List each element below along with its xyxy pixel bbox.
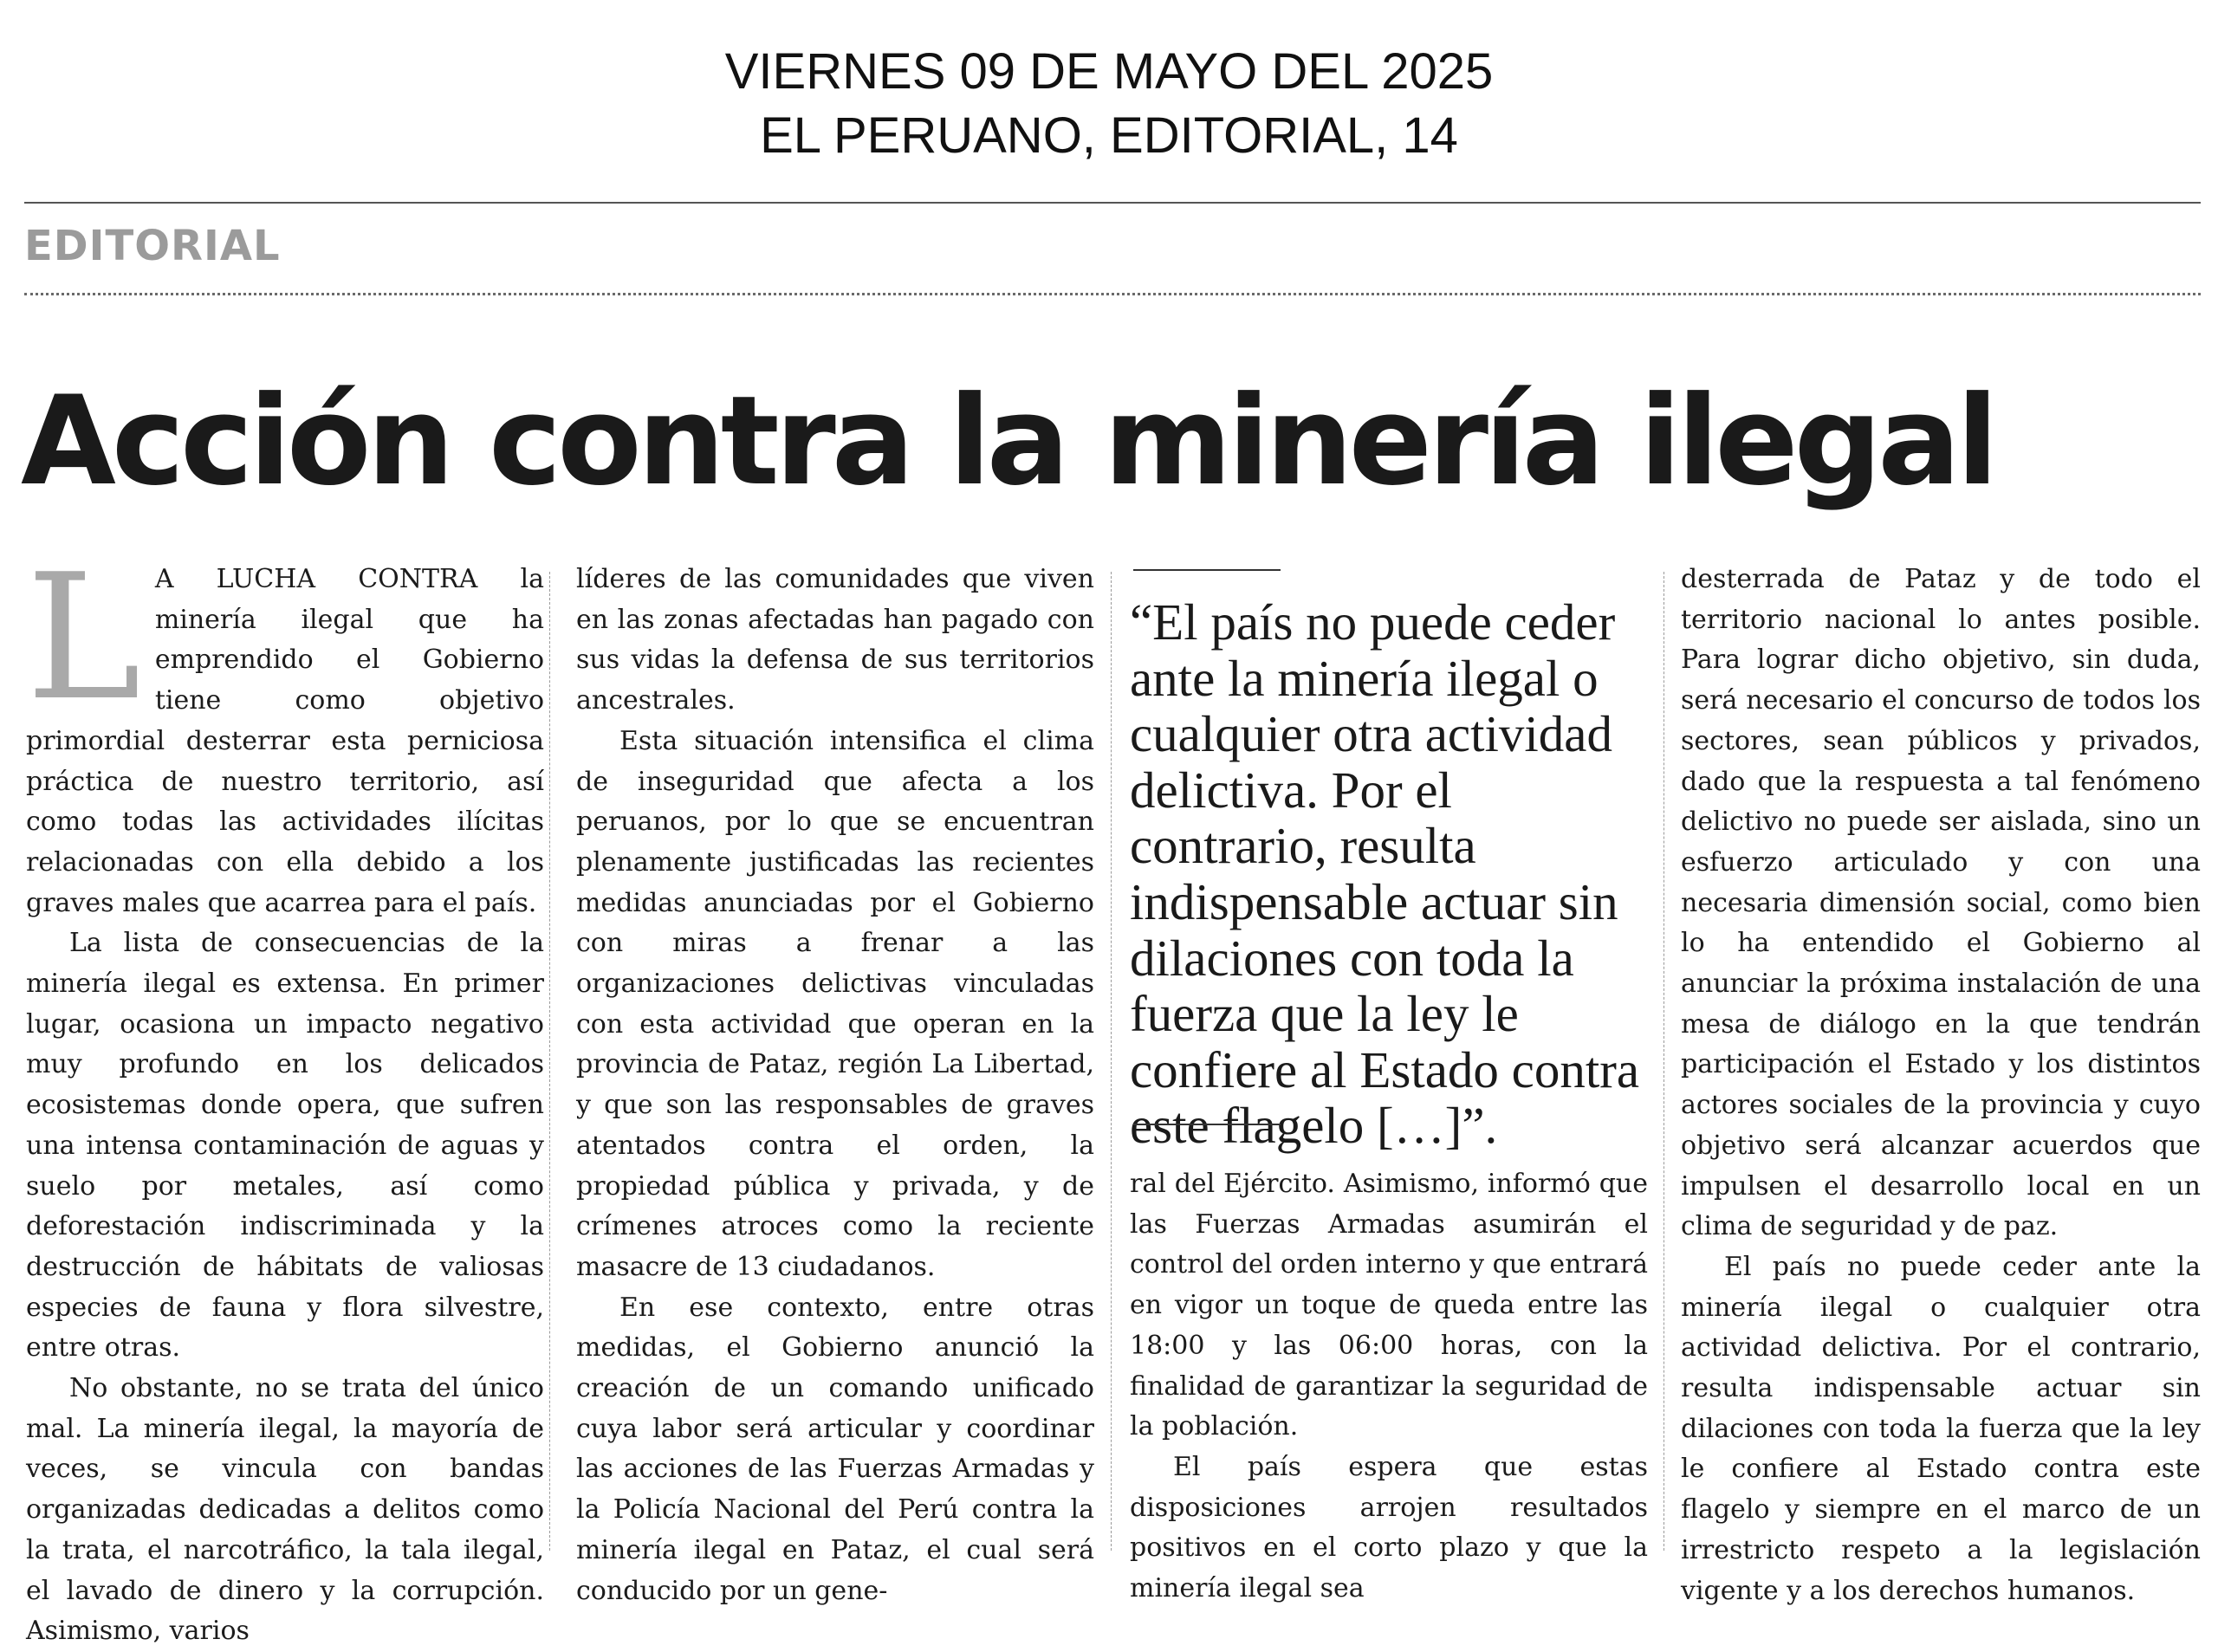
article-column-4 xyxy=(1681,560,2201,1611)
paragraph-text: la minería ilegal que ha emprendido el Gobierno tiene como objetivo primordial desterrar esta perniciosa práctica de nuestro territorio, así como todas las actividades ilícitas relacionadas con ella debido a los graves males que acarrea para el país. xyxy=(26,564,544,918)
article-paragraph: líderes de las comunidades que viven en las zonas afectadas han pagado con sus vidas la defensa de sus territorios ancestrales. xyxy=(576,564,1094,716)
article-paragraph: El país espera que estas disposiciones arrojen resultados positivos en el corto plazo y que la minería ilegal sea xyxy=(1130,1451,1648,1604)
pullquote-rule-top xyxy=(1133,569,1281,571)
section-label: EDITORIAL xyxy=(24,222,281,270)
column-separator xyxy=(549,572,550,1551)
column-separator xyxy=(1111,572,1112,1551)
top-divider xyxy=(24,202,2201,204)
lead-in: A LUCHA CONTRA xyxy=(154,564,478,594)
dotted-divider xyxy=(24,293,2201,295)
article-paragraph: Esta situación intensifica el clima de inseguridad que afecta a los peruanos, por lo que se encuentran plenamente justificadas las recientes medidas anunciadas por el Gobierno con miras a frenar a las organizaciones delictivas vinculadas con esta actividad que operan en la provincia de Pataz, región La Libertad, y que son las responsables de graves atentados contra el orden, la propiedad pública y privada, y de crímenes atroces como la reciente masacre de 13 ciudadanos. xyxy=(576,725,1094,1282)
pullquote-rule-bottom xyxy=(1133,1124,1281,1125)
article-paragraph xyxy=(26,537,544,923)
article-paragraph: La lista de consecuencias de la minería ilegal es extensa. En primer lugar, ocasiona un impacto negativo muy profundo en los delicados ecosistemas donde opera, que sufren una intensa contaminación de aguas y suelo por metales, así como deforestación indiscriminada y la destrucción de hábitats de valiosas especies de fauna y flora silvestre, entre otras. xyxy=(26,928,544,1364)
masthead-source: EL PERUANO, EDITORIAL, 14 xyxy=(760,107,1458,164)
masthead-date: VIERNES 09 DE MAYO DEL 2025 xyxy=(724,43,1494,100)
article-column-3 xyxy=(1130,1164,1648,1610)
article-paragraph: El país no puede ceder ante la minería ilegal o cualquier otra actividad delictiva. Por el contrario, resulta indispensable actuar sin dilaciones con toda la fuerza que la ley le confiere al Estado contra este flagelo y siempre en el marco de un irrestricto respeto a la legislación vigente y a los derechos humanos. xyxy=(1681,1251,2201,1606)
article-paragraph: ral del Ejército. Asimismo, informó que las Fuerzas Armadas asumirán el control del orden interno y que entrará en vigor un toque de queda entre las 18:00 y las 06:00 horas, con la finalidad de garantizar la seguridad de la población. xyxy=(1130,1169,1648,1442)
article-column-2 xyxy=(576,560,1094,1611)
article-paragraph: En ese contexto, entre otras medidas, el Gobierno anunció la creación de un comando unificado cuya labor será articular y coordinar las acciones de las Fuerzas Armadas y la Policía Nacional del Perú contra la minería ilegal en Pataz, el cual será conducido por un gene- xyxy=(576,1292,1094,1606)
headline: Acción contra la minería ilegal xyxy=(21,370,1994,513)
masthead xyxy=(0,40,2218,168)
pullquote: “El país no puede ceder ante la minería ilegal o cualquier otra actividad delictiva. Por el contrario, resulta indispensable actuar sin dilaciones con toda la fuerza que la ley le confiere al Estado contra este flagelo […]”. xyxy=(1130,593,1640,1155)
article-paragraph: No obstante, no se trata del único mal. La minería ilegal, la mayoría de veces, se vincula con bandas organizadas dedicadas a delitos como la trata, el narcotráfico, la tala ilegal, el lavado de dinero y la corrupción. Asimismo, varios xyxy=(26,1373,544,1647)
article-column-1 xyxy=(26,537,544,1652)
article-paragraph: desterrada de Pataz y de todo el territorio nacional lo antes posible. Para lograr dicho objetivo, sin duda, será necesario el concurso de todos los sectores, sean públicos y privados, dado que la respuesta a tal fenómeno delictivo no puede ser aislada, sino un esfuerzo articulado y con una necesaria dimensión social, como bien lo ha entendido el Gobierno al anunciar la próxima instalación de una mesa de diálogo en la que tendrán participación el Estado y los distintos actores sociales de la provincia y cuyo objetivo será alcanzar acuerdos que impulsen el desarrollo local en un clima de seguridad y de paz. xyxy=(1681,564,2201,1242)
drop-cap: L xyxy=(26,537,141,739)
